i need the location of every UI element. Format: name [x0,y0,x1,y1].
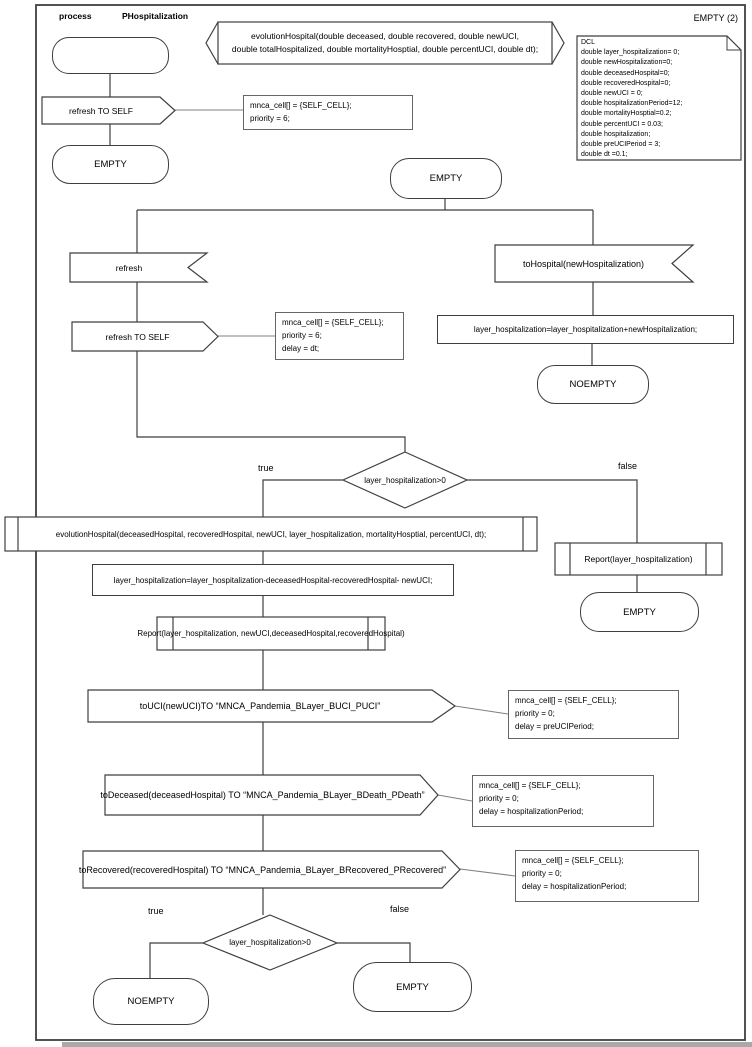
state-empty-top: EMPTY [52,145,169,184]
signature-left-bracket [206,22,218,64]
process-name: PHospitalization [122,11,189,21]
process-keyword: process [59,11,92,21]
task-subtract-hospitalization: layer_hospitalization=layer_hospitalization-deceasedHospital-recoveredHospital- newUCI; [92,564,454,596]
state-noempty-right: NOEMPTY [537,365,649,404]
decision2-true-label: true [148,906,164,916]
signature-line: double totalHospitalized, double mortalityHosptial, double percentUCI, double dt); [231,44,539,54]
horizontal-scrollbar[interactable] [62,1042,752,1047]
input-refresh: refresh [115,262,143,273]
comment-line: delay = preUCIPeriod; [515,722,594,731]
comment-uci [508,690,679,739]
procedure-evolution-call: evolutionHospital(deceasedHospital, recoveredHospital, newUCI, layer_hospitalization, mortalityHosptial, percentUCI, dt); [55,529,487,539]
state-empty-bottom: EMPTY [353,962,472,1012]
comment-connector-lines [175,110,515,876]
comment-priority6-dt [275,312,404,360]
decision2-false-label: false [390,904,410,914]
state-noempty-bottom: NOEMPTY [93,978,209,1025]
comment-line: delay = dt; [282,344,320,353]
procedure-report-simple: Report(layer_hospitalization) [584,554,693,564]
comment-line: delay = hospitalizationPeriod; [479,807,584,816]
dcl-line: double percentUCI = 0.03; [581,120,663,128]
state-empty-false: EMPTY [580,592,699,632]
task-add-hospitalization: layer_hospitalization=layer_hospitalization+newHospitalization; [437,315,734,344]
signature-line: evolutionHospital(double deceased, double recovered, double newUCI, [251,31,519,41]
output-torecovered: toRecovered(recoveredHospital) TO “MNCA_Pandemia_BLayer_BRecovered_PRecovered” [78,864,447,875]
dcl-line: DCL [581,39,596,46]
dcl-line: double hospitalizationPeriod=12; [581,100,683,108]
signature-box [218,22,552,64]
page-label: EMPTY (2) [693,13,738,23]
state-empty-main: EMPTY [390,158,502,199]
dcl-line: double newHospitalization=0; [581,59,673,67]
dcl-line: double preUCIPeriod = 3; [581,141,661,149]
dcl-line: double deceasedHospital=0; [581,69,670,77]
decision1-false-label: false [618,461,638,471]
dcl-box [581,38,739,160]
input-tohospital: toHospital(newHospitalization) [522,258,645,269]
procedure-report-full: Report(layer_hospitalization, newUCI,deceasedHospital,recoveredHospital) [137,629,405,638]
dcl-line: double layer_hospitalization= 0; [581,49,680,57]
dcl-line: double mortalityHosptial=0.2; [581,110,672,118]
comment-line: priority = 0; [515,709,555,718]
output-touci: toUCI(newUCI)TO “MNCA_Pandemia_BLayer_BUCI_PUCI” [139,701,381,711]
comment-line: priority = 6; [250,114,290,123]
dcl-line: double recoveredHospital=0; [581,79,671,87]
output-todeceased: toDeceased(deceasedHospital) TO “MNCA_Pandemia_BLayer_BDeath_PDeath” [100,790,425,800]
comment-line: mnca_cell[] = {SELF_CELL}; [522,856,624,865]
comment-line: delay = hospitalizationPeriod; [522,882,627,891]
comment-line: mnca_cell[] = {SELF_CELL}; [479,781,581,790]
start-state [52,37,169,74]
comment-line: priority = 0; [522,869,562,878]
comment-recovered [515,850,699,902]
decision1-condition: layer_hospitalization>0 [364,475,446,485]
comment-line: priority = 0; [479,794,519,803]
signature-right-bracket [552,22,564,64]
comment-line: priority = 6; [282,331,322,340]
output-refresh-to-self-top: refresh TO SELF [69,105,133,116]
dcl-line: double newUCI = 0; [581,90,643,98]
dcl-line: double hospitalization; [581,130,651,138]
comment-priority6 [243,95,413,130]
decision2-condition: layer_hospitalization>0 [229,937,311,947]
comment-deceased [472,775,654,827]
comment-line: mnca_cell[] = {SELF_CELL}; [282,318,384,327]
decision1-true-label: true [258,463,274,473]
dcl-line: double dt =0.1; [581,151,628,159]
comment-line: mnca_cell[] = {SELF_CELL}; [250,101,352,110]
output-refresh-to-self: refresh TO SELF [105,331,170,342]
comment-line: mnca_cell[] = {SELF_CELL}; [515,696,617,705]
